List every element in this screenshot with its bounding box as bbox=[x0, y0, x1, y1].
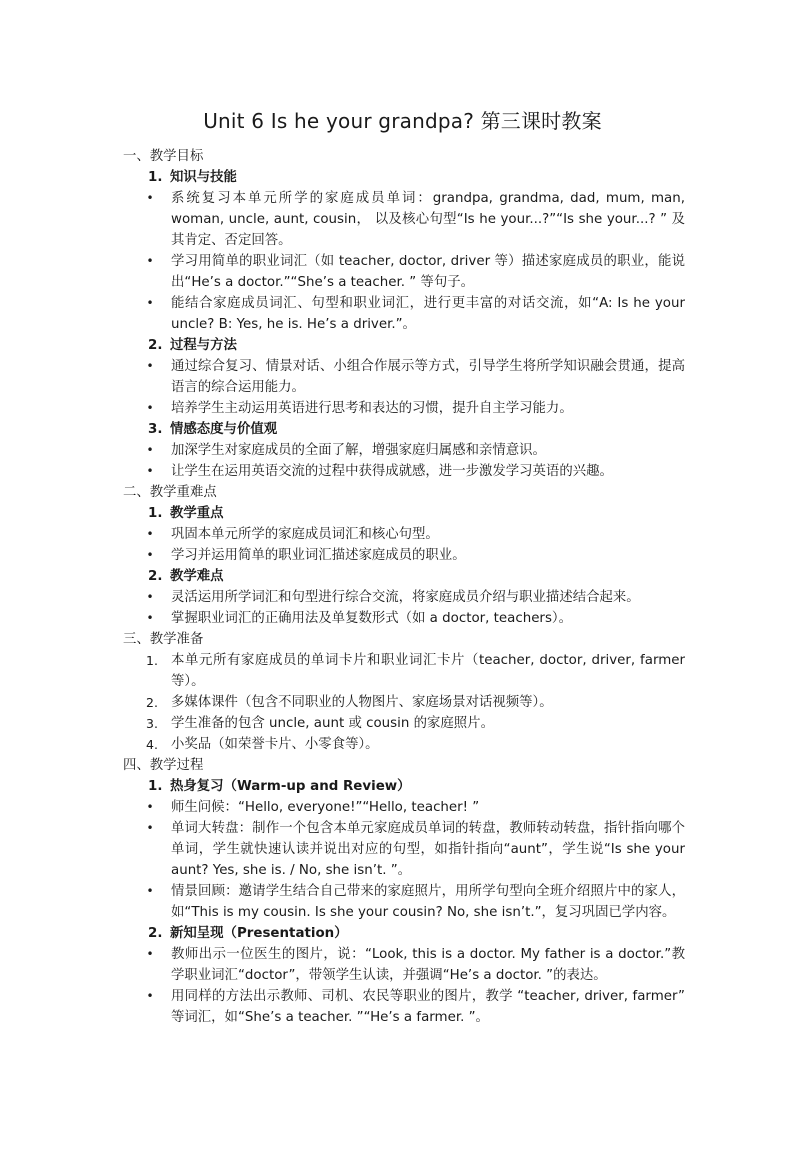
bullet-icon: • bbox=[146, 443, 154, 457]
section-heading: 二、教学重难点 bbox=[123, 485, 217, 500]
subsection-number: 2. bbox=[148, 338, 163, 353]
bullet-text: 掌握职业词汇的正确用法及单复数形式（如 a doctor, teachers）。 bbox=[171, 611, 572, 626]
subsection-title: 情感态度与价值观 bbox=[170, 422, 278, 437]
bullet-text: 师生问候：“Hello, everyone!”“Hello, teacher! ” bbox=[171, 800, 480, 815]
bullet-text: 加深学生对家庭成员的全面了解，增强家庭归属感和亲情意识。 bbox=[171, 443, 546, 458]
subsection-heading bbox=[120, 923, 685, 944]
bullet-text: 通过综合复习、情景对话、小组合作展示等方式，引导学生将所学知识融会贯通，提高语言的综合运用能力。 bbox=[171, 359, 685, 395]
subsection-number: 1. bbox=[148, 170, 163, 185]
bullet-item bbox=[120, 356, 685, 398]
bullet-text: 用同样的方法出示教师、司机、农民等职业的图片，教学 “teacher, driver, farmer” 等词汇，如“She’s a teacher. ”“He’s a farmer. ”。 bbox=[171, 989, 685, 1025]
bullet-item bbox=[120, 587, 685, 608]
bullet-icon: • bbox=[146, 800, 154, 814]
numbered-item bbox=[120, 713, 685, 734]
bullet-text: 灵活运用所学词汇和句型进行综合交流，将家庭成员介绍与职业描述结合起来。 bbox=[171, 590, 640, 605]
bullet-text: 巩固本单元所学的家庭成员词汇和核心句型。 bbox=[171, 527, 439, 542]
subsection-title: 教学重点 bbox=[170, 506, 224, 521]
numbered-item bbox=[120, 692, 685, 713]
bullet-item bbox=[120, 986, 685, 1028]
bullet-text: 单词大转盘：制作一个包含本单元家庭成员单词的转盘，教师转动转盘，指针指向哪个单词，学生就快速认读并说出对应的句型，如指针指向“aunt”，学生说“Is she your aunt? Yes, she is. / No, she isn’t. ”。 bbox=[171, 821, 685, 878]
bullet-text: 学习并运用简单的职业词汇描述家庭成员的职业。 bbox=[171, 548, 466, 563]
subsection-heading bbox=[120, 167, 685, 188]
bullet-icon: • bbox=[146, 401, 154, 415]
bullet-text: 系统复习本单元所学的家庭成员单词：grandpa, grandma, dad, mum, man, woman, uncle, aunt, cousin， 以及核心句型“Is he your...?”“Is she your...? ” 及其肯定、否定回答。 bbox=[171, 191, 685, 248]
subsection-number: 3. bbox=[148, 422, 163, 437]
subsection-heading bbox=[120, 419, 685, 440]
subsection-heading bbox=[120, 776, 685, 797]
page-title: Unit 6 Is he your grandpa? 第三课时教案 bbox=[203, 109, 602, 133]
bullet-item bbox=[120, 944, 685, 986]
bullet-text: 培养学生主动运用英语进行思考和表达的习惯，提升自主学习能力。 bbox=[171, 401, 573, 416]
bullet-item bbox=[120, 797, 685, 818]
item-number: 4. bbox=[146, 737, 158, 752]
section-heading: 四、教学过程 bbox=[123, 758, 204, 773]
bullet-item bbox=[120, 461, 685, 482]
bullet-item bbox=[120, 608, 685, 629]
item-text: 小奖品（如荣誉卡片、小零食等）。 bbox=[171, 737, 379, 752]
item-text: 学生准备的包含 uncle, aunt 或 cousin 的家庭照片。 bbox=[171, 716, 494, 731]
item-number: 3. bbox=[146, 716, 158, 731]
item-number: 1. bbox=[146, 653, 158, 668]
bullet-item bbox=[120, 440, 685, 461]
subsection-title: 过程与方法 bbox=[170, 338, 237, 353]
bullet-icon: • bbox=[146, 527, 154, 541]
subsection-heading bbox=[120, 566, 685, 587]
item-number: 2. bbox=[146, 695, 158, 710]
bullet-icon: • bbox=[146, 191, 154, 205]
bullet-icon: • bbox=[146, 359, 154, 373]
bullet-item bbox=[120, 881, 685, 923]
numbered-item bbox=[120, 650, 685, 692]
document-body bbox=[120, 146, 685, 1028]
bullet-item bbox=[120, 251, 685, 293]
bullet-item bbox=[120, 188, 685, 251]
bullet-item bbox=[120, 545, 685, 566]
bullet-icon: • bbox=[146, 464, 154, 478]
bullet-item bbox=[120, 524, 685, 545]
bullet-icon: • bbox=[146, 821, 154, 835]
numbered-item bbox=[120, 734, 685, 755]
section-heading: 一、教学目标 bbox=[123, 149, 204, 164]
bullet-text: 情景回顾：邀请学生结合自己带来的家庭照片，用所学句型向全班介绍照片中的家人，如“This is my cousin. Is she your cousin? No, she isn’t.”，复习巩固已学内容。 bbox=[171, 884, 685, 920]
bullet-icon: • bbox=[146, 590, 154, 604]
subsection-number: 1. bbox=[148, 779, 163, 794]
subsection-number: 1. bbox=[148, 506, 163, 521]
subsection-title: 热身复习（Warm-up and Review） bbox=[170, 779, 411, 794]
bullet-icon: • bbox=[146, 947, 154, 961]
bullet-text: 学习用简单的职业词汇（如 teacher, doctor, driver 等）描述家庭成员的职业，能说出“He’s a doctor.”“She’s a teacher. ” 等句子。 bbox=[171, 254, 685, 290]
bullet-icon: • bbox=[146, 548, 154, 562]
subsection-number: 2. bbox=[148, 569, 163, 584]
bullet-text: 让学生在运用英语交流的过程中获得成就感，进一步激发学习英语的兴趣。 bbox=[171, 464, 613, 479]
item-text: 本单元所有家庭成员的单词卡片和职业词汇卡片（teacher, doctor, driver, farmer 等）。 bbox=[171, 653, 685, 689]
bullet-icon: • bbox=[146, 254, 154, 268]
subsection-heading bbox=[120, 503, 685, 524]
item-text: 多媒体课件（包含不同职业的人物图片、家庭场景对话视频等）。 bbox=[171, 695, 553, 710]
bullet-item bbox=[120, 398, 685, 419]
subsection-heading bbox=[120, 335, 685, 356]
subsection-title: 教学难点 bbox=[170, 569, 224, 584]
section-heading: 三、教学准备 bbox=[123, 632, 204, 647]
bullet-text: 能结合家庭成员词汇、句型和职业词汇，进行更丰富的对话交流，如“A: Is he your uncle? B: Yes, he is. He’s a driver.”。 bbox=[171, 296, 685, 332]
bullet-text: 教师出示一位医生的图片，说：“Look, this is a doctor. My father is a doctor.”教学职业词汇“doctor”，带领学生认读，并强调“He’s a doctor. ”的表达。 bbox=[171, 947, 685, 983]
subsection-title: 知识与技能 bbox=[170, 170, 237, 185]
bullet-icon: • bbox=[146, 884, 154, 898]
bullet-icon: • bbox=[146, 989, 154, 1003]
bullet-item bbox=[120, 818, 685, 881]
subsection-title: 新知呈现（Presentation） bbox=[170, 926, 348, 941]
bullet-icon: • bbox=[146, 296, 154, 310]
subsection-number: 2. bbox=[148, 926, 163, 941]
bullet-item bbox=[120, 293, 685, 335]
bullet-icon: • bbox=[146, 611, 154, 625]
